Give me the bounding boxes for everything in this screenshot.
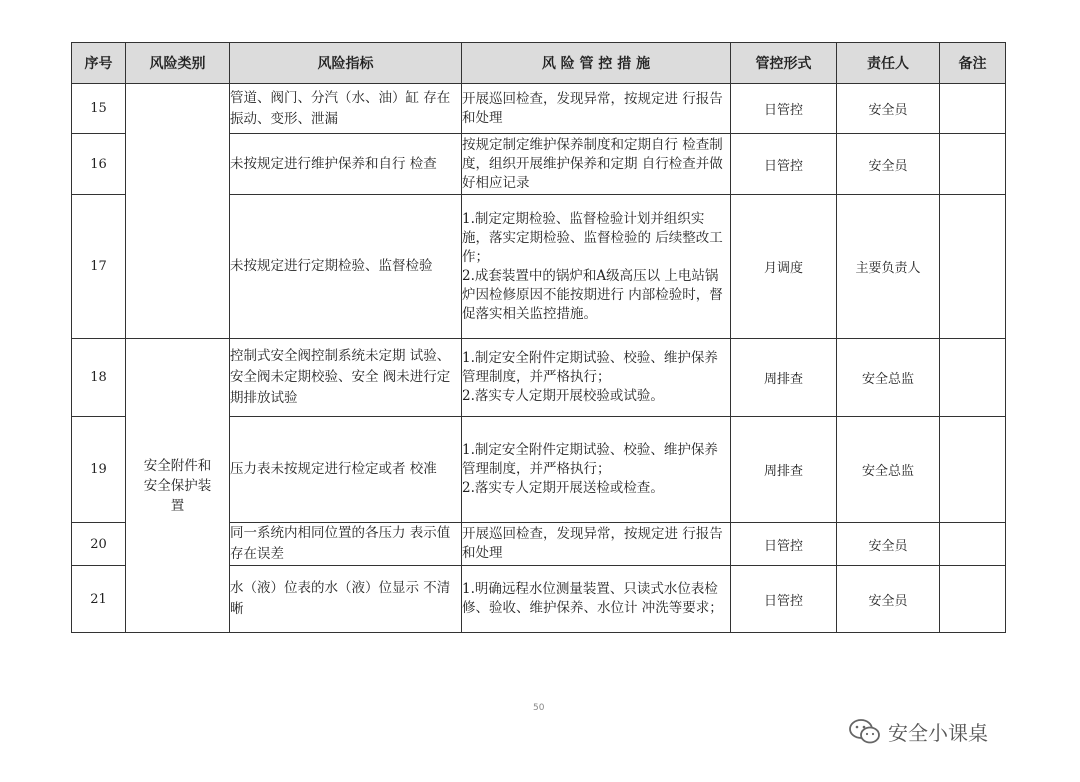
row-owner: 安全员 xyxy=(837,134,940,195)
row-indicator: 未按规定进行维护保养和自行 检查 xyxy=(230,134,462,195)
header-category: 风险类别 xyxy=(126,43,230,84)
row-form: 月调度 xyxy=(731,195,837,339)
row-form: 周排查 xyxy=(731,339,837,417)
row-form: 日管控 xyxy=(731,523,837,566)
header-owner: 责任人 xyxy=(837,43,940,84)
category-cell: 安全附件和安全保护装置 xyxy=(126,339,230,633)
row-measure: 开展巡回检查，发现异常，按规定进 行报告和处理 xyxy=(462,523,731,566)
risk-table xyxy=(71,42,1006,633)
row-measure: 1.制定安全附件定期试验、校验、维护保养管理制度，并严格执行； 2.落实专人定期开展校验或试验。 xyxy=(462,339,731,417)
row-owner: 安全总监 xyxy=(837,339,940,417)
row-measure: 1.明确远程水位测量装置、只读式水位表检修、验收、维护保养、水位计 冲洗等要求； xyxy=(462,566,731,633)
row-indicator: 水（液）位表的水（液）位显示 不清晰 xyxy=(230,566,462,633)
category-cell-blank xyxy=(126,84,230,339)
row-remark xyxy=(940,84,1006,134)
row-no: 21 xyxy=(72,566,126,633)
header-indicator: 风险指标 xyxy=(230,43,462,84)
row-remark xyxy=(940,417,1006,523)
watermark-text: 安全小课桌 xyxy=(888,721,988,745)
wechat-icon xyxy=(848,718,882,746)
row-form: 日管控 xyxy=(731,84,837,134)
row-no: 17 xyxy=(72,195,126,339)
row-measure: 1.制定安全附件定期试验、校验、维护保养管理制度，并严格执行； 2.落实专人定期开展送检或检查。 xyxy=(462,417,731,523)
row-no: 15 xyxy=(72,84,126,134)
row-owner: 安全员 xyxy=(837,566,940,633)
header-form: 管控形式 xyxy=(731,43,837,84)
row-no: 19 xyxy=(72,417,126,523)
watermark xyxy=(848,717,988,746)
table-row xyxy=(72,339,1006,417)
page-number: 50 xyxy=(533,703,545,713)
row-form: 日管控 xyxy=(731,566,837,633)
row-owner: 安全总监 xyxy=(837,417,940,523)
header-measure: 风 险 管 控 措 施 xyxy=(462,43,731,84)
row-indicator: 管道、阀门、分汽（水、油）缸 存在振动、变形、泄漏 xyxy=(230,84,462,134)
row-measure: 开展巡回检查，发现异常，按规定进 行报告和处理 xyxy=(462,84,731,134)
row-no: 18 xyxy=(72,339,126,417)
row-form: 日管控 xyxy=(731,134,837,195)
header-no: 序号 xyxy=(72,43,126,84)
row-form: 周排查 xyxy=(731,417,837,523)
row-measure: 按规定制定维护保养制度和定期自行 检查制度，组织开展维护保养和定期 自行检查并做好相应记录 xyxy=(462,134,731,195)
row-owner: 安全员 xyxy=(837,84,940,134)
row-indicator: 同一系统内相同位置的各压力 表示值存在误差 xyxy=(230,523,462,566)
table-row xyxy=(72,84,1006,134)
row-owner: 主要负责人 xyxy=(837,195,940,339)
row-remark xyxy=(940,566,1006,633)
row-indicator: 压力表未按规定进行检定或者 校准 xyxy=(230,417,462,523)
header-remark: 备注 xyxy=(940,43,1006,84)
row-measure: 1.制定定期检验、监督检验计划并组织实施，落实定期检验、监督检验的 后续整改工作； 2.成套装置中的锅炉和A级高压以 上电站锅炉因检修原因不能按期进行 内部检验时，督促落实相关监控措施。 xyxy=(462,195,731,339)
row-no: 16 xyxy=(72,134,126,195)
row-indicator: 控制式安全阀控制系统未定期 试验、安全阀未定期校验、安全 阀未进行定期排放试验 xyxy=(230,339,462,417)
row-remark xyxy=(940,523,1006,566)
row-indicator: 未按规定进行定期检验、监督检验 xyxy=(230,195,462,339)
row-remark xyxy=(940,195,1006,339)
row-owner: 安全员 xyxy=(837,523,940,566)
row-remark xyxy=(940,134,1006,195)
header-row xyxy=(72,43,1006,84)
row-remark xyxy=(940,339,1006,417)
row-no: 20 xyxy=(72,523,126,566)
